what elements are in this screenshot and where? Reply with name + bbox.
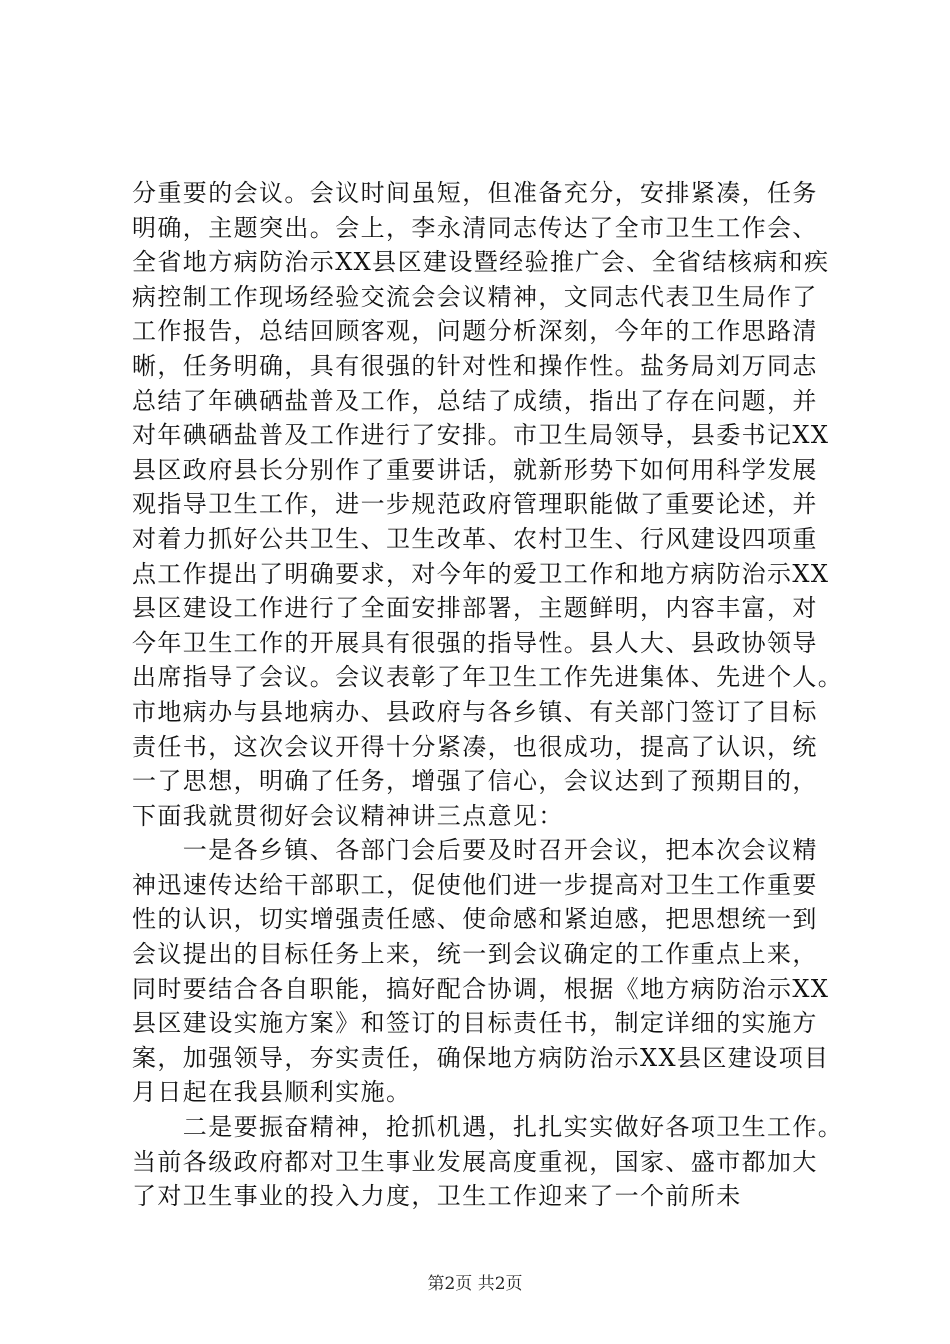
text-line: 一是各乡镇、各部门会后要及时召开会议，把本次会议精	[132, 836, 818, 865]
text-line: 会议提出的目标任务上来，统一到会议确定的工作重点上来，	[132, 940, 818, 969]
page-footer-label: 第2页 共2页	[427, 1274, 523, 1294]
text-line: 今年卫生工作的开展具有很强的指导性。县人大、县政协领导	[132, 628, 818, 657]
text-line: 性的认识，切实增强责任感、使命感和紧迫感，把思想统一到	[132, 905, 818, 934]
text-line: 工作报告，总结回顾客观，问题分析深刻，今年的工作思路清	[132, 317, 818, 346]
text-line: 市地病办与县地病办、县政府与各乡镇、有关部门签订了目标	[132, 697, 818, 726]
text-line: 明确，主题突出。会上，李永清同志传达了全市卫生工作会、	[132, 213, 818, 242]
text-line: 晰，任务明确，具有很强的针对性和操作性。盐务局刘万同志	[132, 351, 818, 380]
text-line: 县区建设工作进行了全面安排部署，主题鲜明，内容丰富，对	[132, 594, 818, 623]
text-line: 责任书，这次会议开得十分紧凑，也很成功，提高了认识，统	[132, 732, 818, 761]
text-line: 县区政府县长分别作了重要讲话，就新形势下如何用科学发展	[132, 455, 818, 484]
text-line: 病控制工作现场经验交流会会议精神，文同志代表卫生局作了	[132, 282, 818, 311]
text-line: 对着力抓好公共卫生、卫生改革、农村卫生、行风建设四项重	[132, 524, 818, 553]
text-line: 点工作提出了明确要求，对今年的爱卫工作和地方病防治示XX	[132, 559, 830, 588]
text-line: 案，加强领导，夯实责任，确保地方病防治示XX县区建设项目	[132, 1043, 830, 1072]
text-line: 观指导卫生工作，进一步规范政府管理职能做了重要论述，并	[132, 490, 818, 519]
text-line: 神迅速传达给干部职工，促使他们进一步提高对卫生工作重要	[132, 870, 818, 899]
text-line: 对年碘硒盐普及工作进行了安排。市卫生局领导，县委书记XX	[132, 421, 830, 450]
text-line: 了对卫生事业的投入力度，卫生工作迎来了一个前所未	[132, 1182, 742, 1211]
text-line: 全省地方病防治示XX县区建设暨经验推广会、全省结核病和疾	[132, 248, 830, 277]
text-line: 二是要振奋精神，抢抓机遇，扎扎实实做好各项卫生工作。	[132, 1113, 844, 1142]
text-line: 一了思想，明确了任务，增强了信心，会议达到了预期目的，	[132, 767, 818, 796]
text-line: 总结了年碘硒盐普及工作，总结了成绩，指出了存在问题，并	[132, 386, 818, 415]
text-line: 县区建设实施方案》和签订的目标责任书，制定详细的实施方	[132, 1009, 818, 1038]
text-line: 同时要结合各自职能，搞好配合协调，根据《地方病防治示XX	[132, 974, 830, 1003]
text-line: 当前各级政府都对卫生事业发展高度重视，国家、盛市都加大	[132, 1147, 818, 1176]
text-line: 出席指导了会议。会议表彰了年卫生工作先进集体、先进个人。	[132, 663, 844, 692]
text-line: 下面我就贯彻好会议精神讲三点意见：	[132, 801, 564, 830]
text-line: 月日起在我县顺利实施。	[132, 1078, 412, 1107]
text-line: 分重要的会议。会议时间虽短，但准备充分，安排紧凑，任务	[132, 179, 818, 207]
body-text	[132, 176, 852, 1214]
